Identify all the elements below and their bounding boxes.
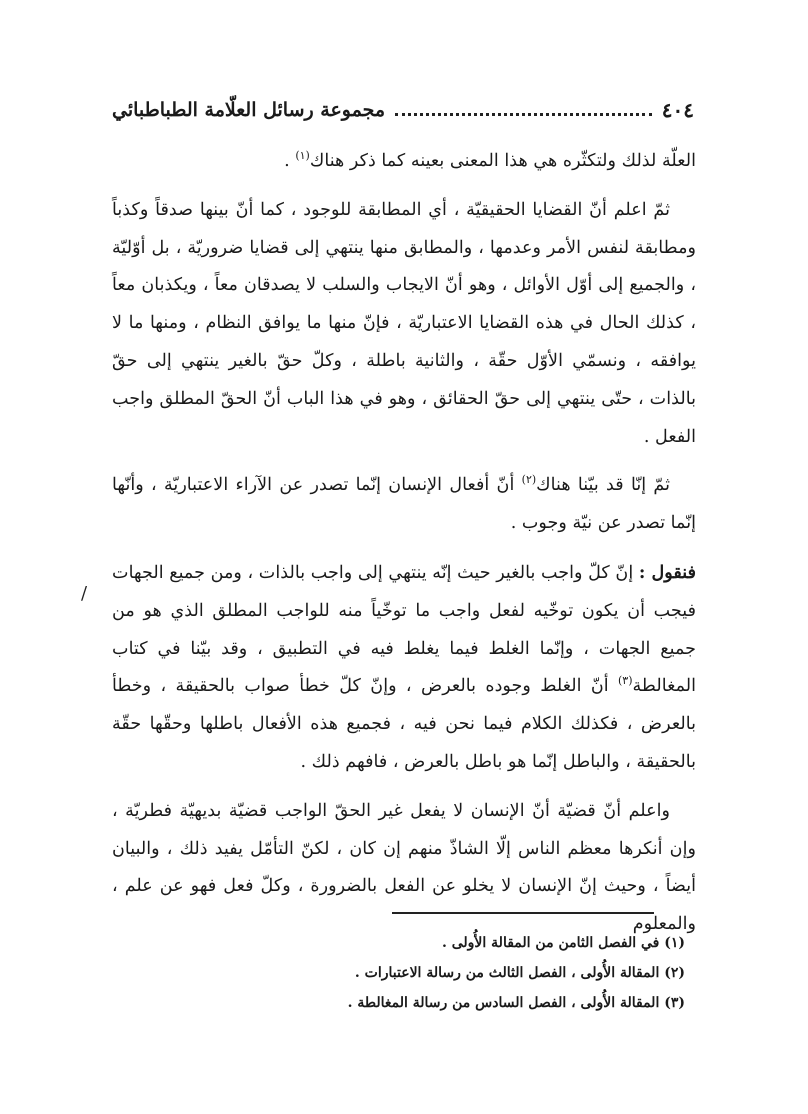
paragraph-3-text: ثمّ إنّا قد بيّنا هناك: [536, 475, 670, 496]
footnote-3: (٣) المقالة الأُولى ، الفصل السادس من رسالة المغالطة .: [347, 995, 685, 1011]
paragraph-5-text: واعلم أنّ قضيّة أنّ الإنسان لا يفعل غير الحقّ الواجب قضيّة بديهيّة فطريّة ، وإن أنكرها معظم الناس إلّا الشاذّ منهم إن كان ، لكنّ التأمّل يفيد ذلك ، والبيان أيضاً ، وحيث إنّ الإنسان لا يخلو عن الفعل بالضرورة ، وكلّ فعل فهو عن علم ، والمعلوم: [112, 800, 696, 935]
footnote-ref-3[interactable]: (٣): [617, 674, 633, 688]
footnote-1: (١) في الفصل الثامن من المقالة الأُولى .: [441, 935, 685, 951]
margin-mark: /: [81, 583, 88, 604]
paragraph-1: [112, 143, 696, 181]
footnote-ref-1[interactable]: (١): [295, 149, 310, 163]
paragraph-3-tail: أنّ أفعال الإنسان إنّما تصدر عن الآراء الاعتباريّة ، وأنّها إنّما تصدر عن نيّة وجوب .: [112, 475, 696, 534]
paragraph-2: [112, 192, 696, 457]
paragraph-1-text: العلّة لذلك ولتكثّره هي هذا المعنى بعينه كما ذكر هناك: [309, 151, 696, 171]
footnotes: [300, 928, 685, 1018]
header-title: مجموعة رسائل العلّامة الطباطبائي: [112, 99, 386, 121]
footnote-separator: [392, 912, 654, 914]
paragraph-4-tail: أنّ الغلط وجوده بالعرض ، وإنّ كلّ خطأ صواب بالحقيقة ، وخطأ بالعرض ، فكذلك الكلام فيما نحن فيه ، فجميع هذه الأفعال باطلها وحقّها حقّة بالحقيقة ، والباطل إنّما هو باطل بالعرض ، فافهم ذلك .: [112, 676, 696, 772]
footnote-2: (٢) المقالة الأُولى ، الفصل الثالث من رسالة الاعتبارات .: [354, 965, 685, 981]
paragraph-4-text: إنّ كلّ واجب بالغير حيث إنّه ينتهي إلى واجب بالذات ، ومن جميع الجهات فيجب أن يكون توخّيه لفعل واجب ما توخّياً منه للواجب المطلق الذي هو من جميع الجهات ، وإنّما الغلط فيما يغلط فيه في التطبيق ، وقد بيّنا في كتاب المغالطة: [112, 562, 696, 697]
paragraph-2-text: ثمّ اعلم أنّ القضايا الحقيقيّة ، أي المطابقة للوجود ، كما أنّ بينها صدقاً وكذباً ومطابقة لنفس الأمر وعدمها ، والمطابق منها ينتهي إلى قضايا ضروريّة ، بل أوّليّة ، والجميع إلى أوّل الأوائل ، وهو أنّ الايجاب والسلب لا يصدقان معاً ، ويكذبان معاً ، كذلك الحال في هذه القضايا الاعتباريّة ، فإنّ منها ما يوافق النظام ، ومنها ما لا يوافقه ، ونسمّي الأوّل حقّة ، والثانية باطلة ، وكلّ حقّ بالغير ينتهي إلى حقّ بالذات ، حتّى ينتهي إلى حقّ الحقائق ، وهو في هذا الباب أنّ الحقّ المطلق واجب الفعل .: [112, 199, 696, 447]
body-text: [112, 143, 696, 955]
page-number: ٤٠٤: [661, 98, 694, 122]
header-dot-leader: [395, 112, 652, 116]
running-header: [112, 92, 694, 128]
paragraph-4-lead: فنقول :: [638, 561, 696, 583]
paragraph-1-tail: .: [284, 151, 296, 171]
paragraph-5: [112, 793, 696, 944]
paragraph-3: [112, 467, 696, 543]
paragraph-4: [112, 554, 696, 782]
footnote-ref-2[interactable]: (٢): [521, 473, 537, 487]
